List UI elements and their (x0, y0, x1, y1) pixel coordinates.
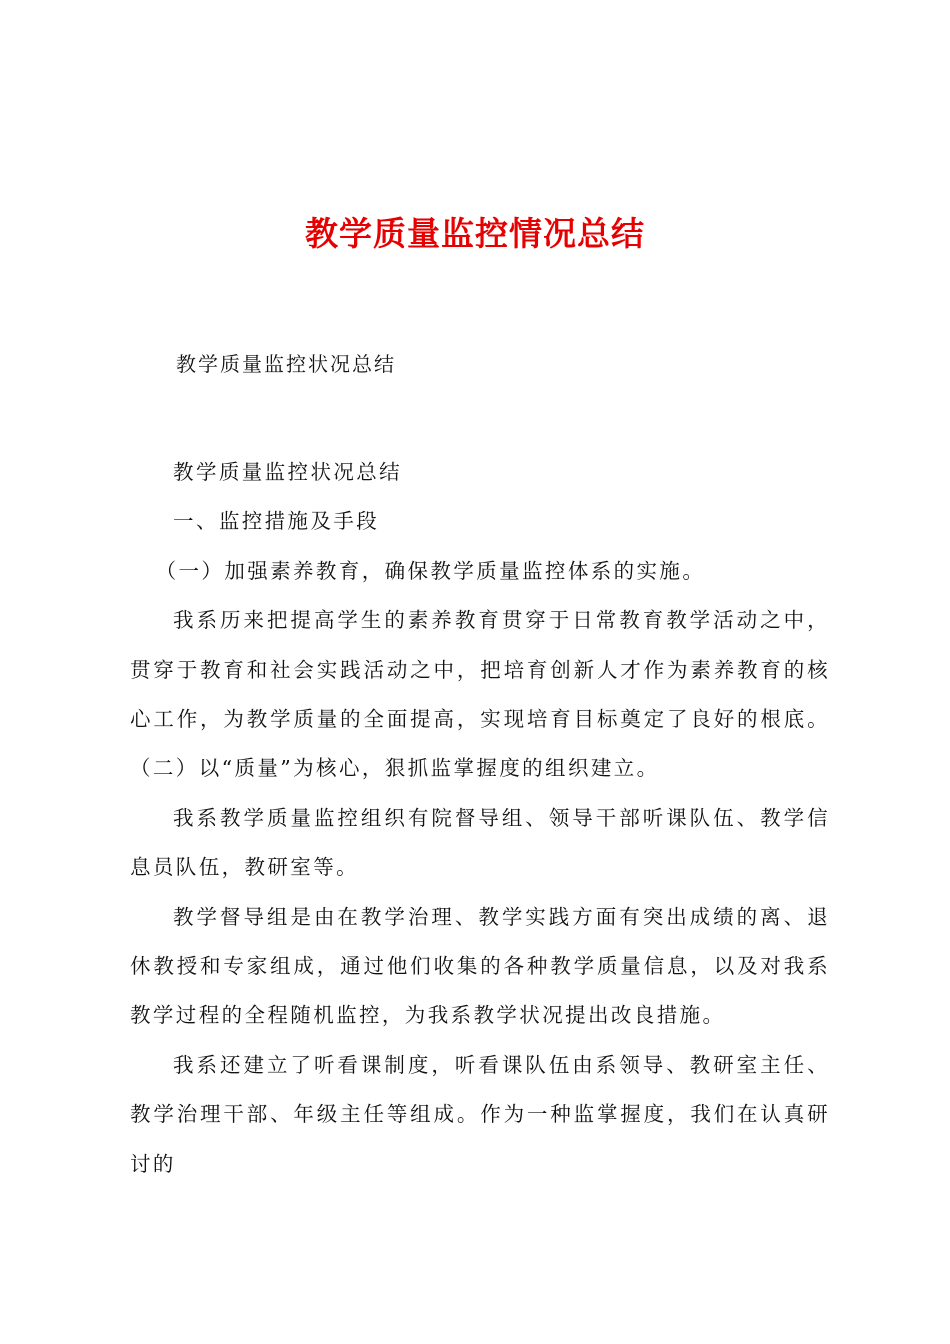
paragraph: 教学督导组是由在教学治理、教学实践方面有突出成绩的离、退休教授和专家组成，通过他们收集的各种教学质量信息，以及对我系教学过程的全程随机监控，为我系教学状况提出改良措施。 (130, 904, 830, 1028)
paragraph: 我系历来把提高学生的素养教育贯穿于日常教育教学活动之中，贯穿于教育和社会实践活动之中，把培育创新人才作为素养教育的核心工作，为教学质量的全面提高，实现培育目标奠定了良好的根底。（二）以“质量”为核心，狠抓监掌握度的组织建立。 (130, 608, 830, 781)
document-subtitle: 教学质量监控状况总结 (176, 352, 396, 376)
document-title: 教学质量监控情况总结 (305, 214, 645, 253)
document-body (130, 448, 830, 1189)
paragraph: 我系教学质量监控组织有院督导组、领导干部听课队伍、教学信息员队伍，教研室等。 (130, 805, 830, 880)
paragraph-heading-repeat: 教学质量监控状况总结 (173, 460, 403, 484)
paragraph: 我系还建立了听看课制度，听看课队伍由系领导、教研室主任、教学治理干部、年级主任等组成。作为一种监掌握度，我们在认真研讨的 (130, 1052, 830, 1176)
paragraph-section-heading: 一、监控措施及手段 (173, 509, 380, 534)
paragraph-subsection-heading: （一）加强素养教育，确保教学质量监控体系的实施。 (155, 558, 706, 583)
